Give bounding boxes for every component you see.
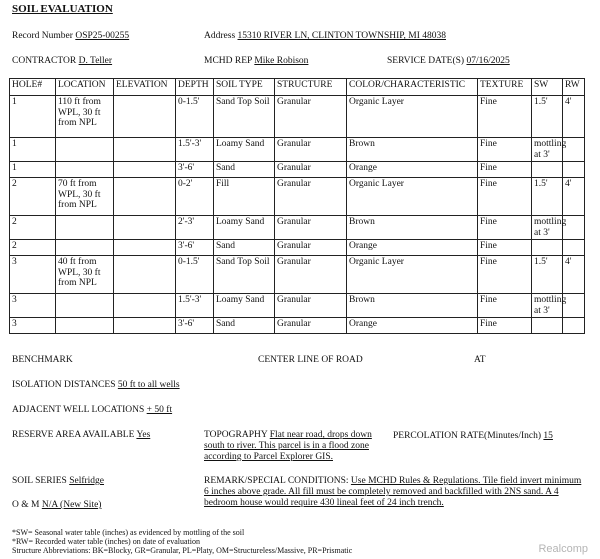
mchd-rep-label: MCHD REP — [204, 56, 252, 66]
contractor-value: D. Teller — [78, 56, 113, 66]
isolation-label: ISOLATION DISTANCES — [12, 380, 116, 390]
cell — [114, 216, 176, 240]
watermark: Realcomp — [538, 543, 588, 555]
cell: Granular — [275, 162, 347, 178]
cell: Granular — [275, 294, 347, 318]
cell — [563, 318, 585, 334]
cell — [114, 256, 176, 294]
cell: Brown — [347, 216, 478, 240]
cell: 1.5'-3' — [176, 138, 214, 162]
cell — [56, 294, 114, 318]
contractor-label: CONTRACTOR — [12, 56, 77, 66]
cell: Granular — [275, 178, 347, 216]
reserve-value: Yes — [136, 430, 151, 440]
soil-series-label: SOIL SERIES — [12, 476, 67, 486]
table-row — [10, 138, 585, 162]
cell: 0-1.5' — [176, 256, 214, 294]
cell — [563, 162, 585, 178]
percolation-label: PERCOLATION RATE(Minutes/Inch) — [393, 431, 542, 441]
cell: Fine — [478, 138, 532, 162]
percolation-value: 15 — [543, 431, 553, 441]
table-row — [10, 96, 585, 138]
topography-label: TOPOGRAPHY — [204, 430, 268, 440]
cell: 1.5' — [532, 256, 563, 294]
adjacent-value: + 50 ft — [146, 405, 173, 415]
remark-label: REMARK/SPECIAL CONDITIONS: — [204, 476, 349, 486]
cell: Organic Layer — [347, 96, 478, 138]
cell: 110 ft from WPL, 30 ft from NPL — [56, 96, 114, 138]
percolation-rate — [393, 431, 553, 442]
col-structure: STRUCTURE — [275, 79, 347, 96]
cell: Fine — [478, 318, 532, 334]
reserve-area — [12, 430, 150, 441]
cell: Granular — [275, 96, 347, 138]
cell: Granular — [275, 138, 347, 162]
record-number — [12, 31, 129, 42]
cell — [114, 138, 176, 162]
soil-table — [9, 78, 585, 334]
cell — [532, 240, 563, 256]
cell: 2 — [10, 178, 56, 216]
soil-series-value: Selfridge — [69, 476, 105, 486]
mchd-rep — [204, 56, 308, 67]
cell — [114, 178, 176, 216]
topography-value: Flat near road, drops down south to river. This parcel is in a flood zone according to Parcel Explorer GIS. — [204, 430, 372, 462]
col-color: COLOR/CHARACTERISTIC — [347, 79, 478, 96]
cell: Fine — [478, 256, 532, 294]
cell: Loamy Sand — [214, 294, 275, 318]
cell — [114, 162, 176, 178]
cell — [56, 138, 114, 162]
page-title: SOIL EVALUATION — [12, 3, 113, 15]
cell — [56, 318, 114, 334]
col-depth: DEPTH — [176, 79, 214, 96]
col-texture: TEXTURE — [478, 79, 532, 96]
record-number-label: Record Number — [12, 31, 73, 41]
cell: Fine — [478, 178, 532, 216]
cell — [114, 318, 176, 334]
cell: Sand — [214, 240, 275, 256]
cell: mottling at 3' — [532, 294, 563, 318]
adjacent-label: ADJACENT WELL LOCATIONS — [12, 405, 145, 415]
cell: Granular — [275, 240, 347, 256]
cell — [114, 240, 176, 256]
record-number-value: OSP25-00255 — [75, 31, 130, 41]
cell: 1 — [10, 96, 56, 138]
om-label: O & M — [12, 500, 40, 510]
benchmark-center: CENTER LINE OF ROAD — [258, 355, 363, 365]
cell: 0-1.5' — [176, 96, 214, 138]
col-soil-type: SOIL TYPE — [214, 79, 275, 96]
benchmark-label: BENCHMARK — [12, 355, 73, 365]
cell: Sand Top Soil — [214, 256, 275, 294]
cell: Fine — [478, 162, 532, 178]
table-row — [10, 162, 585, 178]
cell: 2 — [10, 240, 56, 256]
service-date — [387, 56, 510, 67]
cell: 3'-6' — [176, 162, 214, 178]
cell: 1.5' — [532, 178, 563, 216]
cell — [56, 216, 114, 240]
cell — [56, 240, 114, 256]
table-row — [10, 294, 585, 318]
table-row — [10, 240, 585, 256]
cell: 4' — [563, 256, 585, 294]
address — [204, 31, 446, 42]
cell: Fine — [478, 216, 532, 240]
cell: Orange — [347, 240, 478, 256]
isolation-value: 50 ft to all wells — [117, 380, 180, 390]
cell — [56, 162, 114, 178]
cell: 1 — [10, 138, 56, 162]
cell: 1 — [10, 162, 56, 178]
cell: Sand — [214, 162, 275, 178]
cell: Sand — [214, 318, 275, 334]
table-row — [10, 318, 585, 334]
cell: 3'-6' — [176, 318, 214, 334]
remark-special-conditions — [204, 476, 588, 509]
cell: Brown — [347, 138, 478, 162]
table-row — [10, 216, 585, 240]
cell: Fine — [478, 240, 532, 256]
cell: 2'-3' — [176, 216, 214, 240]
cell: Organic Layer — [347, 178, 478, 216]
reserve-label: RESERVE AREA AVAILABLE — [12, 430, 135, 440]
cell: 1.5' — [532, 96, 563, 138]
col-sw: SW — [532, 79, 563, 96]
cell: Loamy Sand — [214, 216, 275, 240]
cell: 3 — [10, 318, 56, 334]
cell: Granular — [275, 318, 347, 334]
cell: Granular — [275, 216, 347, 240]
cell: 1.5'-3' — [176, 294, 214, 318]
soil-series — [12, 476, 104, 487]
cell: mottling at 3' — [532, 138, 563, 162]
om-value: N/A (New Site) — [41, 500, 102, 510]
remark-value: Use MCHD Rules & Regulations. Tile field invert minimum 6 inches above grade. All fill must be completely removed and backfilled with 2NS sand. A 4 bedroom house would require 430 lineal feet of 24 inch trench. — [204, 476, 582, 508]
topography — [204, 430, 390, 463]
cell: 3'-6' — [176, 240, 214, 256]
adjacent-well-locations — [12, 405, 172, 416]
service-date-value: 07/16/2025 — [466, 56, 510, 66]
col-hole: HOLE# — [10, 79, 56, 96]
table-row — [10, 256, 585, 294]
cell: 2 — [10, 216, 56, 240]
footnote-rw: *RW= Recorded water table (inches) on date of evaluation — [12, 537, 200, 546]
cell: Sand Top Soil — [214, 96, 275, 138]
address-label: Address — [204, 31, 236, 41]
cell: 40 ft from WPL, 30 ft from NPL — [56, 256, 114, 294]
cell: Brown — [347, 294, 478, 318]
cell: 4' — [563, 96, 585, 138]
table-row — [10, 178, 585, 216]
isolation-distances — [12, 380, 180, 391]
cell: Fill — [214, 178, 275, 216]
cell: 4' — [563, 178, 585, 216]
cell: Granular — [275, 256, 347, 294]
cell — [563, 240, 585, 256]
col-rw: RW — [563, 79, 585, 96]
footnote-sw: *SW= Seasonal water table (inches) as evidenced by mottling of the soil — [12, 528, 245, 537]
cell — [532, 162, 563, 178]
cell: Organic Layer — [347, 256, 478, 294]
benchmark-at: AT — [474, 355, 486, 365]
col-location: LOCATION — [56, 79, 114, 96]
cell: 0-2' — [176, 178, 214, 216]
cell: 3 — [10, 294, 56, 318]
address-value: 15310 RIVER LN, CLINTON TOWNSHIP, MI 48038 — [237, 31, 446, 41]
service-date-label: SERVICE DATE(S) — [387, 56, 465, 66]
col-elevation: ELEVATION — [114, 79, 176, 96]
cell — [532, 318, 563, 334]
cell — [114, 96, 176, 138]
o-and-m — [12, 500, 101, 511]
cell: Loamy Sand — [214, 138, 275, 162]
footnote-structure: Structure Abbreviations: BK=Blocky, GR=Granular, PL=Platy, OM=Structureless/Massive, PR=Prismatic — [12, 546, 353, 555]
cell: 70 ft from WPL, 30 ft from NPL — [56, 178, 114, 216]
cell — [114, 294, 176, 318]
cell: Orange — [347, 162, 478, 178]
cell: mottling at 3' — [532, 216, 563, 240]
cell: 3 — [10, 256, 56, 294]
cell: Orange — [347, 318, 478, 334]
cell: Fine — [478, 294, 532, 318]
table-header-row — [10, 79, 585, 96]
contractor — [12, 56, 112, 67]
cell: Fine — [478, 96, 532, 138]
mchd-rep-value: Mike Robison — [254, 56, 309, 66]
